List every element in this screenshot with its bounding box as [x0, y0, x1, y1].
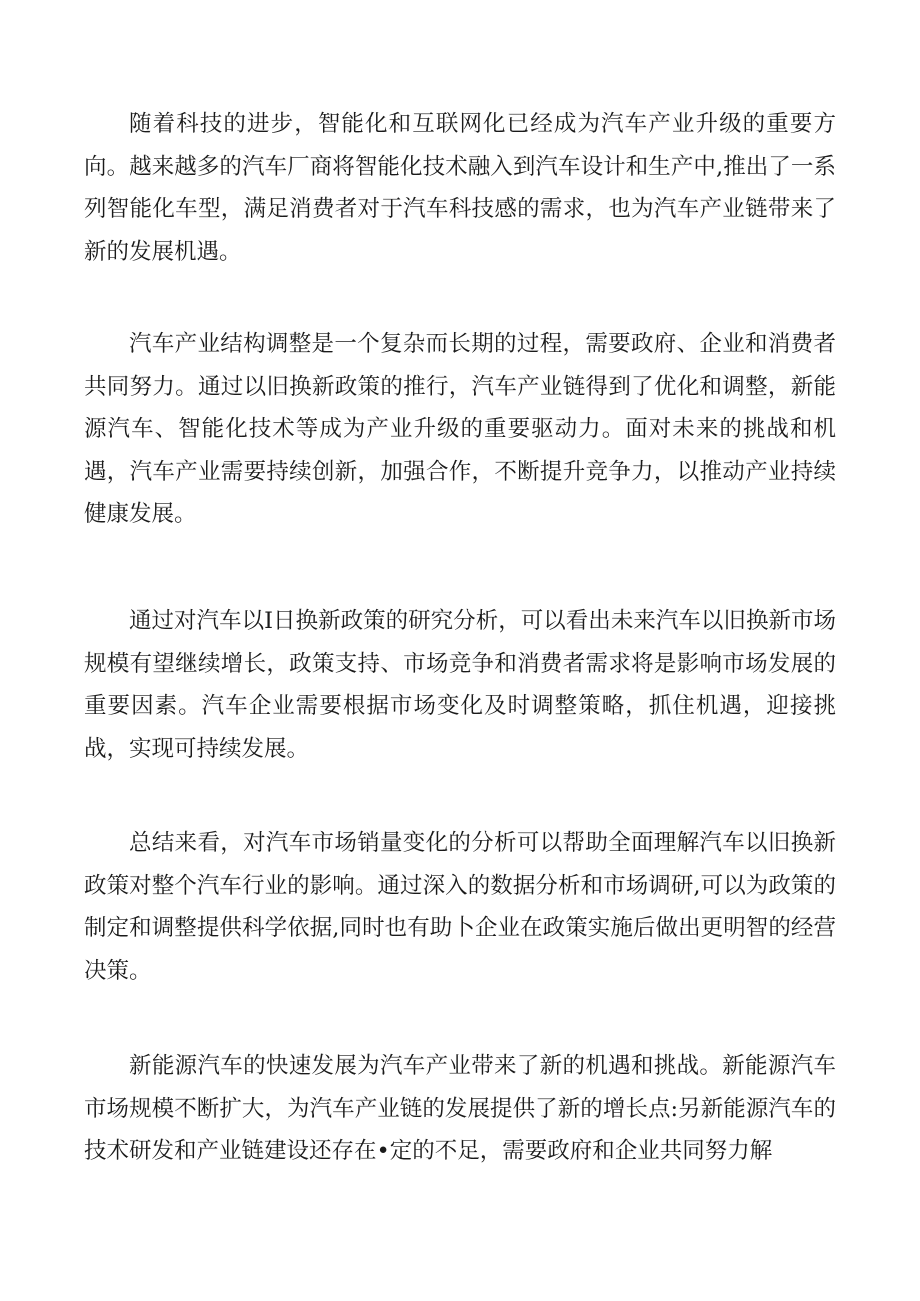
paragraph-intelligent-upgrade: 随着科技的进步，智能化和互联网化已经成为汽车产业升级的重要方向。越来越多的汽车厂商将智能化技术融入到汽车设计和生产中,推出了一系列智能化车型，满足消费者对于汽车科技感的需求，也为汽车产业链带来了新的发展机遇。 — [84, 111, 836, 265]
paragraph-new-energy-vehicles: 新能源汽车的快速发展为汽车产业带来了新的机遇和挑战。新能源汽车市场规模不断扩大，为汽车产业链的发展提供了新的增长点:另新能源汽车的技术研发和产业链建设还存在•定的不足，需要政府和企业共同努力解 — [84, 1053, 836, 1164]
paragraph-industry-restructuring: 汽车产业结构调整是一个复杂而长期的过程，需要政府、企业和消费者共同努力。通过以旧换新政策的推行，汽车产业链得到了优化和调整，新能源汽车、智能化技术等成为产业升级的重要驱动力。面对未来的挑战和机遇，汽车产业需要持续创新，加强合作，不断提升竞争力，以推动产业持续健康发展。 — [84, 331, 836, 527]
paragraph-policy-analysis: 通过对汽车以I日换新政策的研究分析，可以看出未来汽车以旧换新市场规模有望继续增长，政策支持、市场竞争和消费者需求将是影响市场发展的重要因素。汽车企业需要根据市场变化及时调整策略，抓住机遇，迎接挑战，实现可持续发展。 — [84, 608, 836, 762]
paragraph-sales-summary: 总结来看，对汽车市场销量变化的分析可以帮助全面理解汽车以旧换新政策对整个汽车行业的影响。通过深入的数据分析和市场调研,可以为政策的制定和调整提供科学依据,同时也有助卜企业在政策实施后做出更明智的经营决策。 — [84, 830, 836, 984]
